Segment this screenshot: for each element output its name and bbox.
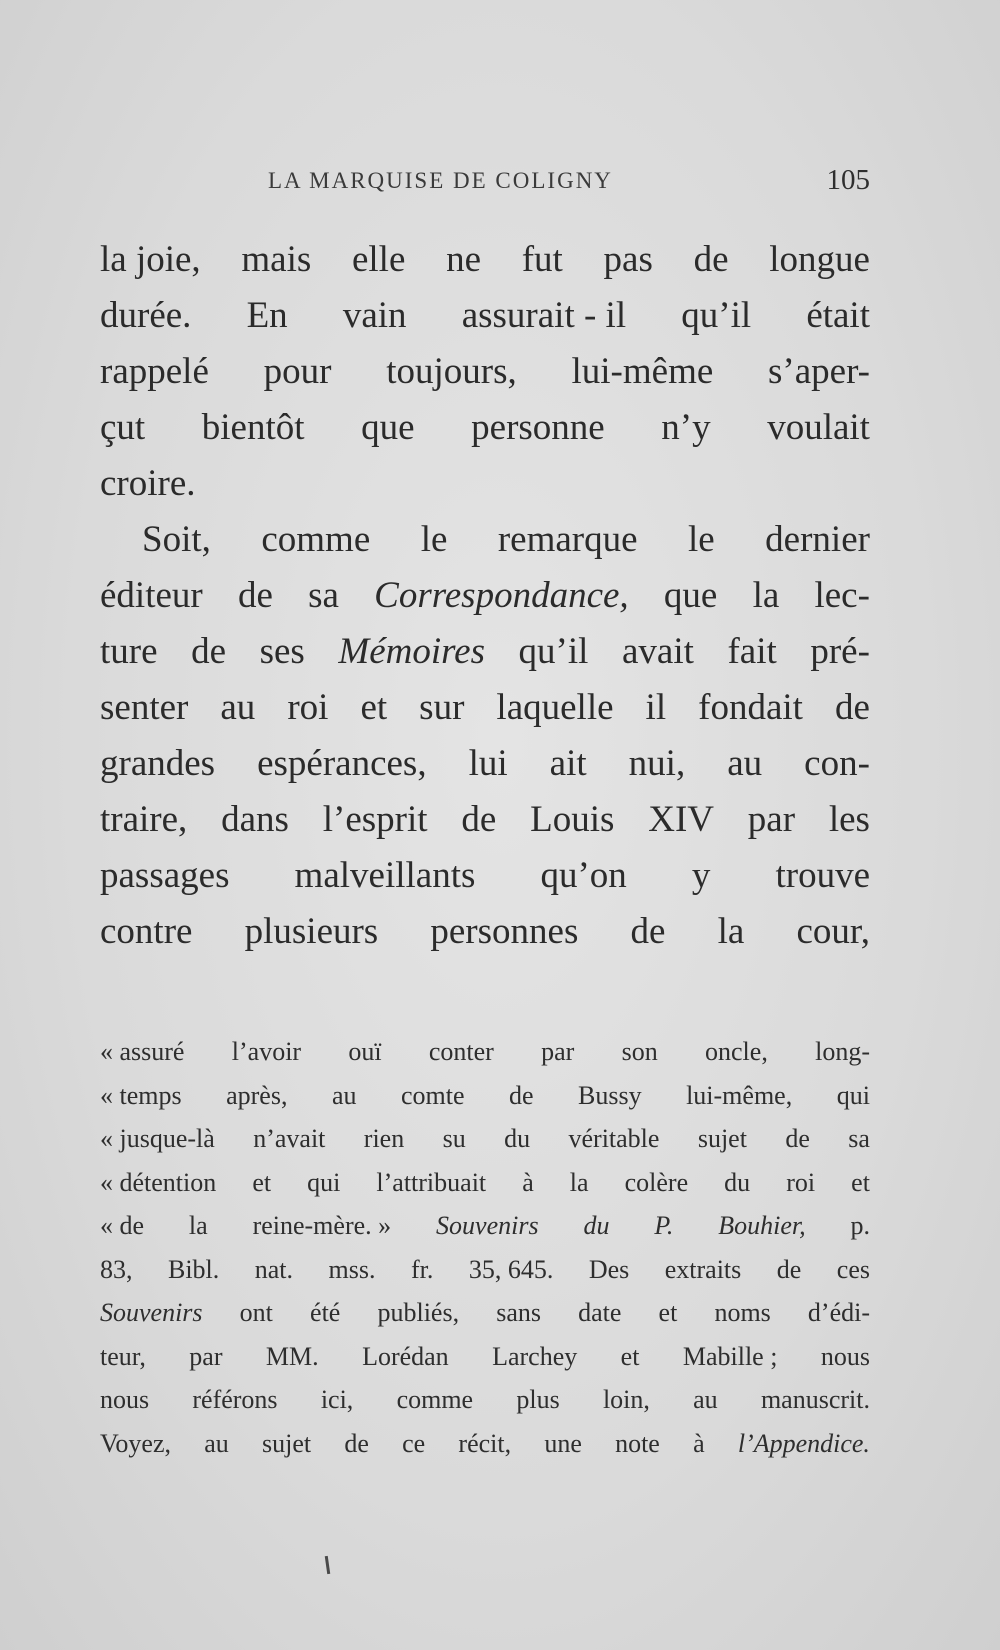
- word: con-: [804, 743, 870, 784]
- word: remarque: [497, 519, 638, 560]
- footnote-line: [100, 1030, 870, 1074]
- word: la: [752, 575, 780, 616]
- word: traire,: [100, 799, 188, 840]
- word: après,: [226, 1080, 288, 1110]
- word: Soit,: [142, 519, 211, 560]
- word: croire.: [100, 463, 196, 504]
- word: au: [204, 1428, 229, 1458]
- word: voulait: [767, 407, 870, 448]
- body-line: [100, 232, 870, 288]
- word: ses: [259, 631, 305, 672]
- word: nat.: [254, 1254, 294, 1284]
- word: durée.: [100, 295, 192, 336]
- word: reine-mère. »: [252, 1211, 392, 1240]
- word: mais: [241, 239, 312, 280]
- word: sans: [496, 1298, 541, 1327]
- word: « détention: [100, 1167, 217, 1197]
- word: y: [691, 855, 711, 896]
- word: sur: [419, 687, 465, 728]
- word: teur,: [100, 1341, 146, 1371]
- word: comme: [396, 1385, 474, 1414]
- word: qu’on: [540, 855, 627, 896]
- word: avait: [622, 631, 694, 672]
- word: fr.: [410, 1254, 434, 1284]
- footnote-line: [100, 1291, 870, 1335]
- word: ce: [402, 1428, 426, 1458]
- body-text: [100, 232, 870, 960]
- word: oncle,: [705, 1037, 768, 1066]
- word: était: [806, 295, 870, 336]
- word: de: [344, 1428, 369, 1458]
- word: trouve: [775, 855, 870, 896]
- word: Souvenirs: [100, 1298, 203, 1327]
- word: longue: [769, 239, 870, 280]
- body-line: [100, 456, 870, 512]
- page-number: 105: [826, 164, 870, 196]
- word: du: [504, 1124, 531, 1153]
- word: personnes: [430, 911, 579, 952]
- word: au: [220, 687, 256, 728]
- word: de: [237, 575, 273, 616]
- word: par: [189, 1341, 223, 1371]
- word: fait: [727, 631, 777, 672]
- word: nous: [100, 1385, 150, 1414]
- footnote-line: [100, 1422, 870, 1466]
- word: été: [310, 1298, 341, 1327]
- word: qui: [307, 1167, 341, 1197]
- word: qui: [836, 1080, 870, 1110]
- word: senter: [100, 687, 189, 728]
- body-line: [100, 400, 870, 456]
- word: au: [693, 1385, 718, 1414]
- word: p.: [850, 1211, 870, 1240]
- word: ne: [446, 239, 482, 280]
- running-head: [100, 164, 870, 208]
- word: noms: [714, 1298, 771, 1327]
- body-line: [100, 512, 870, 568]
- word: du: [724, 1167, 751, 1197]
- word: comte: [400, 1080, 465, 1110]
- word: roi: [287, 687, 329, 728]
- word: Souvenirs: [436, 1211, 539, 1240]
- word: grandes: [100, 743, 216, 784]
- word: rien: [363, 1124, 405, 1153]
- word: malveillants: [294, 855, 476, 896]
- word: l’avoir: [231, 1037, 302, 1066]
- word: Voyez,: [100, 1428, 172, 1458]
- word: ouï: [348, 1037, 382, 1066]
- word: Lorédan: [362, 1341, 449, 1371]
- word: loin,: [602, 1385, 650, 1414]
- word: date: [578, 1298, 622, 1327]
- word: bientôt: [201, 407, 305, 448]
- word: Bussy: [578, 1080, 642, 1110]
- footnote-line: [100, 1204, 870, 1248]
- word: de: [693, 239, 729, 280]
- word: la joie,: [100, 239, 201, 280]
- word: publiés,: [377, 1298, 460, 1327]
- word: 35, 645.: [468, 1254, 554, 1284]
- word: la: [717, 911, 745, 952]
- body-line: [100, 680, 870, 736]
- word: plus: [516, 1385, 560, 1414]
- word: dans: [221, 799, 289, 840]
- word: éditeur: [100, 575, 203, 616]
- body-line: [100, 792, 870, 848]
- word: de: [191, 631, 227, 672]
- word: conter: [428, 1037, 494, 1066]
- footnote-line: [100, 1335, 870, 1379]
- running-title: LA MARQUISE DE COLIGNY: [268, 168, 613, 193]
- word: long-: [815, 1037, 870, 1066]
- word: s’aper-: [768, 351, 870, 392]
- word: contre: [100, 911, 193, 952]
- word: au: [727, 743, 763, 784]
- word: l’esprit: [322, 799, 428, 840]
- word: il: [645, 687, 667, 728]
- word: de: [834, 687, 870, 728]
- word: sujet: [262, 1428, 312, 1458]
- word: et: [658, 1298, 678, 1327]
- word: pour: [263, 351, 332, 392]
- word: de: [785, 1124, 810, 1153]
- word: su: [442, 1124, 466, 1153]
- word: et: [620, 1341, 640, 1371]
- word: à: [522, 1167, 534, 1197]
- word: par: [747, 799, 796, 840]
- word: qu’il: [518, 631, 589, 672]
- word: la: [188, 1211, 208, 1240]
- body-line: [100, 848, 870, 904]
- word: et: [252, 1167, 272, 1197]
- word: nui,: [628, 743, 686, 784]
- footnote-line: [100, 1378, 870, 1422]
- word: sujet: [697, 1124, 747, 1153]
- word: nous: [820, 1341, 870, 1371]
- word: rappelé: [100, 351, 209, 392]
- word: plusieurs: [244, 911, 379, 952]
- word: et: [851, 1167, 870, 1197]
- word: XIV: [648, 799, 714, 840]
- word: manuscrit.: [760, 1385, 870, 1414]
- word: la: [569, 1167, 589, 1197]
- word: ture: [100, 631, 158, 672]
- word: l’Appendice.: [737, 1428, 870, 1458]
- word: Correspondance,: [374, 575, 629, 616]
- word: extraits: [664, 1254, 742, 1284]
- word: récit,: [458, 1428, 512, 1458]
- body-line: [100, 568, 870, 624]
- word: référons: [192, 1385, 278, 1414]
- word: « assuré: [100, 1037, 185, 1066]
- word: de: [776, 1254, 802, 1284]
- word: « jusque-là: [100, 1124, 215, 1153]
- body-line: [100, 736, 870, 792]
- word: passages: [100, 855, 230, 896]
- body-line: [100, 288, 870, 344]
- footnote-line: [100, 1074, 870, 1118]
- word: son: [621, 1037, 658, 1066]
- word: Louis: [530, 799, 615, 840]
- word: Mabille ;: [682, 1341, 778, 1371]
- word: « de: [100, 1211, 145, 1240]
- footnote-line: [100, 1248, 870, 1292]
- body-line: [100, 904, 870, 960]
- word: Larchey: [492, 1341, 578, 1371]
- word: dernier: [765, 519, 870, 560]
- word: « temps: [100, 1080, 182, 1110]
- footnote-line: [100, 1117, 870, 1161]
- word: fut: [521, 239, 563, 280]
- body-line: [100, 344, 870, 400]
- word: n’avait: [253, 1124, 326, 1153]
- word: d’édi-: [807, 1298, 870, 1327]
- word: colère: [624, 1167, 689, 1197]
- word: 83,: [100, 1254, 133, 1284]
- word: à: [693, 1428, 705, 1458]
- word: cour,: [796, 911, 870, 952]
- body-line: [100, 624, 870, 680]
- word: pré-: [810, 631, 870, 672]
- word: comme: [261, 519, 371, 560]
- word: lui: [468, 743, 508, 784]
- word: En: [246, 295, 288, 336]
- word: roi: [786, 1167, 816, 1197]
- word: pas: [603, 239, 653, 280]
- word: lui-même: [571, 351, 714, 392]
- word: qu’il: [681, 295, 752, 336]
- word: lui-même,: [686, 1080, 793, 1110]
- word: au: [331, 1080, 357, 1110]
- word: par: [541, 1037, 575, 1066]
- word: le: [688, 519, 715, 560]
- word: ici,: [320, 1385, 354, 1414]
- word: le: [420, 519, 448, 560]
- word: ait: [549, 743, 587, 784]
- word: ces: [836, 1254, 870, 1284]
- word: n’y: [661, 407, 711, 448]
- word: çut: [100, 407, 146, 448]
- word: sa: [848, 1124, 870, 1153]
- word: les: [828, 799, 870, 840]
- word: MM.: [265, 1341, 319, 1371]
- word: Bibl.: [167, 1254, 220, 1284]
- footnote: [100, 1030, 870, 1465]
- word: de: [508, 1080, 534, 1110]
- word: Des: [588, 1254, 630, 1284]
- word: lec-: [814, 575, 870, 616]
- footnote-line: [100, 1161, 870, 1205]
- word: espérances,: [257, 743, 427, 784]
- word: note: [615, 1428, 660, 1458]
- word: fondait: [698, 687, 803, 728]
- word: Mémoires: [338, 631, 485, 672]
- word: P.: [654, 1211, 674, 1240]
- word: une: [544, 1428, 582, 1458]
- word: Bouhier,: [718, 1211, 806, 1240]
- word: du: [583, 1211, 610, 1240]
- word: personne: [471, 407, 605, 448]
- word: que: [663, 575, 718, 616]
- word: laquelle: [496, 687, 614, 728]
- word: de: [630, 911, 666, 952]
- word: toujours,: [386, 351, 517, 392]
- word: mss.: [328, 1254, 376, 1284]
- word: et: [360, 687, 388, 728]
- word: sa: [308, 575, 339, 616]
- stray-ink-mark: [325, 1556, 330, 1574]
- word: assurait - il: [461, 295, 627, 336]
- word: ont: [239, 1298, 273, 1327]
- word: de: [461, 799, 497, 840]
- word: véritable: [568, 1124, 660, 1153]
- word: vain: [342, 295, 407, 336]
- word: elle: [351, 239, 406, 280]
- word: l’attribuait: [376, 1167, 487, 1197]
- word: que: [361, 407, 415, 448]
